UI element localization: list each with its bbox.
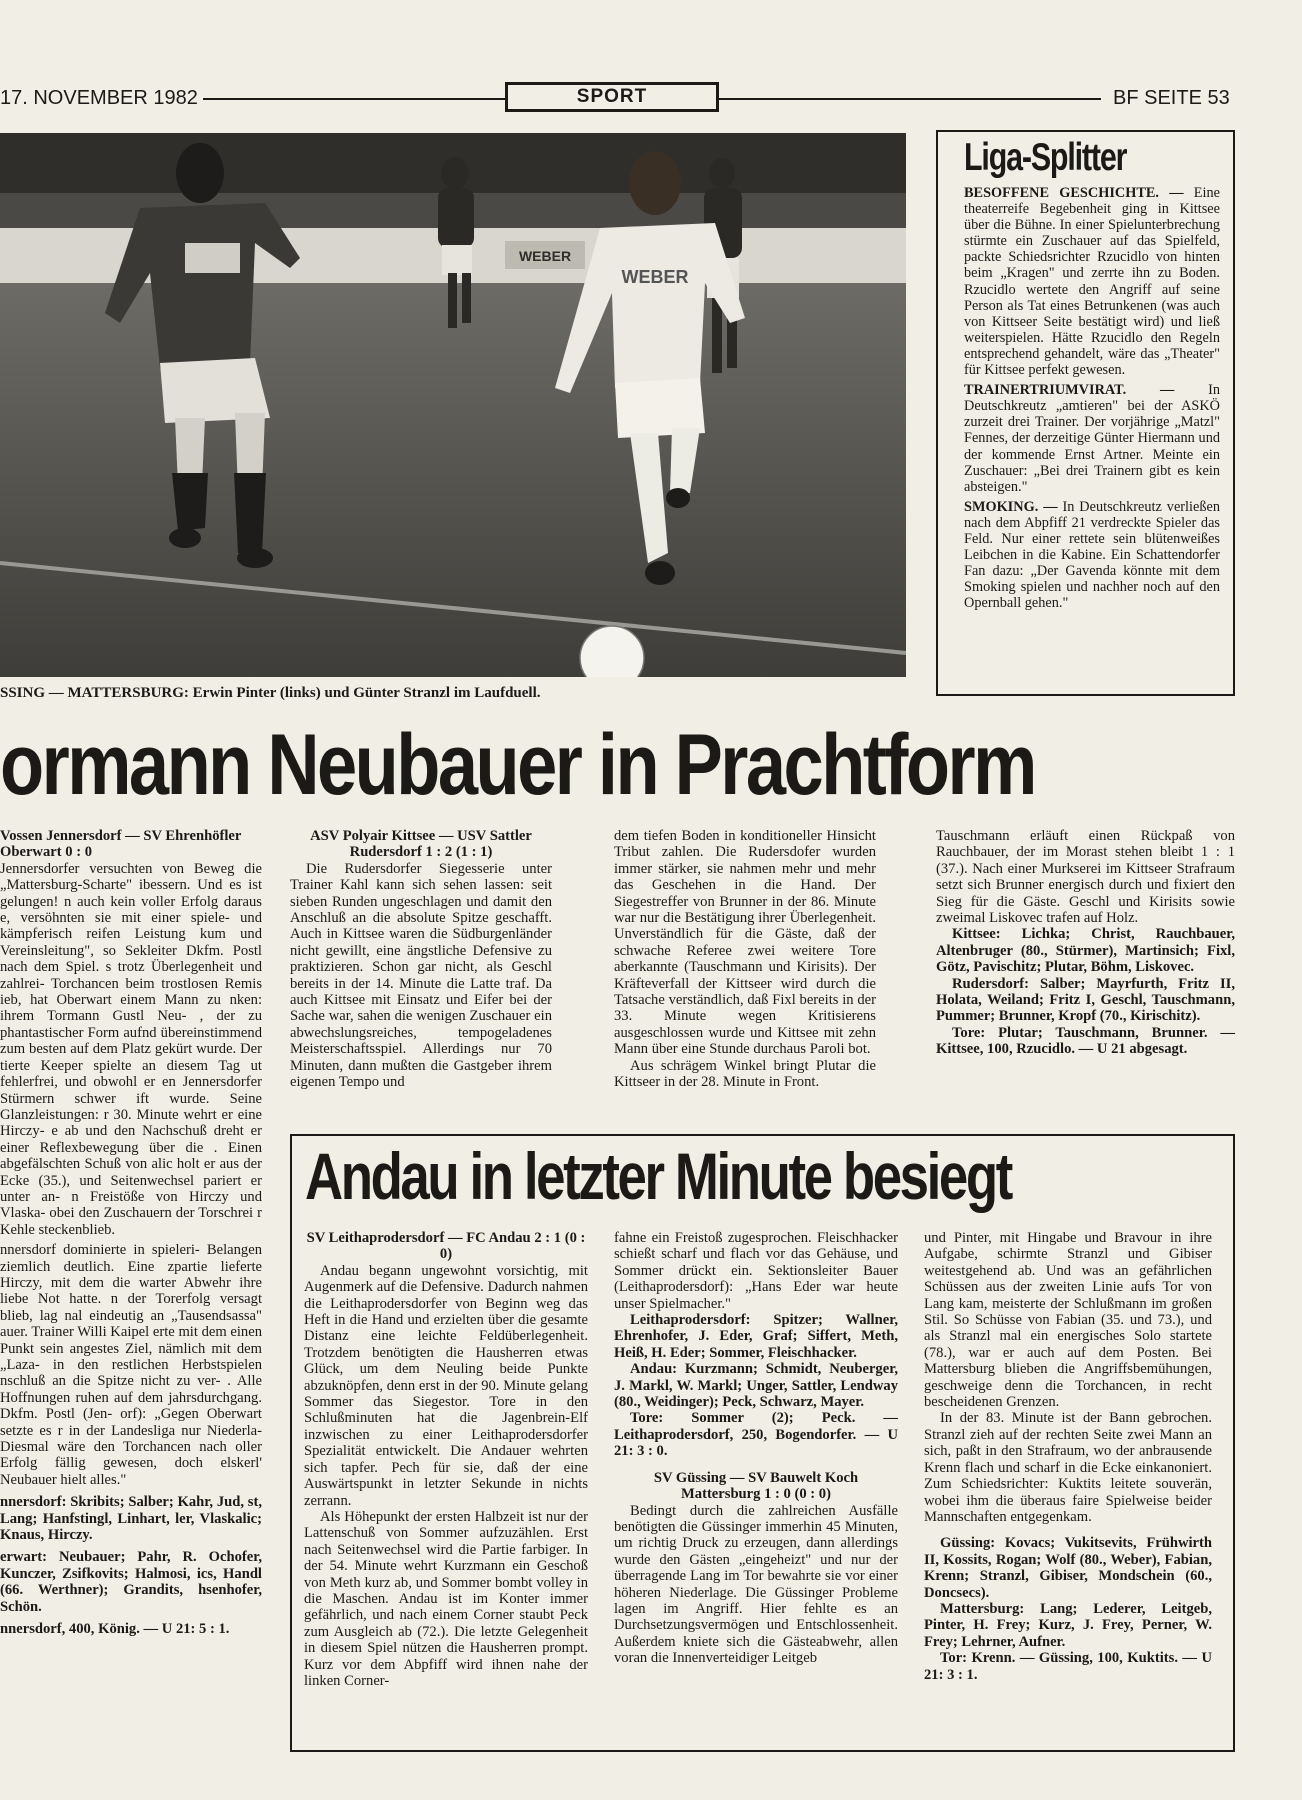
photo-caption: SSING — MATTERSBURG: Erwin Pinter (links) und Günter Stranzl im Laufduell. [0,685,541,701]
article2-column-2 [614,1230,898,1667]
article-paragraph: dem tiefen Boden in konditioneller Hinsicht Tribut zahlen. Die Rudersdofer wurden immer stärker, sie nahmen mehr und mehr das Geschehen in die Hand. Der Siegestreffer von Brunner in der 86. Minute war nur die Bestätigung ihrer Überlegenheit. Unverständlich für die Gäste, daß der schwache Referee zwei weitere Tore aberkannte (Tauschmann und Kirisits). Der Kräfteverfall der Kittseer wird durch die Tatsache verständlich, daß Fixl bereits in der 33. Minute wegen Kritisierens ausgeschlossen wurde und Kittsee mit zehn Mann über eine Stunde durchaus Paroli bot. [614,828,876,1058]
lineup-away: Mattersburg: Lang; Lederer, Leitgeb, Pinter, H. Frey; Kurz, J. Frey, Perner, W. Frey; Lehrner, Aufner. [924,1600,1212,1650]
match-result: Tore: Sommer (2); Peck. — Leithaprodersdorf, 250, Bogendorfer. — U 21: 3 : 0. [614,1410,898,1460]
article-paragraph: nnersdorf dominierte in spieleri- Belangen ziemlich deutlich. Eine zpartie lieferte Hirczy, mit dem die warter Abwehr ihre liebe Not hatte. n der Torerfolg versagt blieb, lag nal eindeutig an „Tausendsassa" auer. Trainer Willi Kaipel erte mit dem einen Punkt sein angestes Ziel, nämlich mit dem „Laza- in den restlichen Herbstspielen nschluß an die Spitze nicht zu ver- . Alle Hoffnungen ruhen auf dem jahrsdurchgang. Dkfm. Postl (Jen- orf): „Gegen Oberwart setzte es r in der Landesliga nur Niederla- Diesmal wäre den Torchancen nach oller Erfolg fällig gewesen, doch elskerl' Neubauer hielt alles." [0,1242,262,1488]
lineup-away: Andau: Kurzmann; Schmidt, Neuberger, J. Markl, W. Markl; Unger, Sattler, Lendway (80., Weidinger); Peck, Schwarz, Mayer. [614,1361,898,1411]
liga-item-text: In Deutschkreutz „amtieren" bei der ASKÖ zurzeit drei Trainer. Der vorjährige „Matzl" Fennes, der derzeitige Günter Hiermann und der kommende Ernst Artner. Meinte ein Zuschauer: „Bei drei Trainern gibt es kein absteigen." [964,382,1221,495]
article-paragraph: fahne ein Freistoß zugesprochen. Fleischhacker schießt scharf und flach vor das Gehäuse, und Sommer drückt ein. Sektionsleiter Bauer (Leithaprodersdorf): „Hans Eder war heute unser Spielmacher." [614,1230,898,1312]
liga-splitter-title: Liga-Splitter [964,136,1127,179]
banner-text: WEBER [518,248,572,264]
section-label: SPORT [505,82,719,112]
liga-item-text: In Deutschkreutz verließen nach dem Abpfiff 21 verdreckte Spieler das Feld. Nur einer rettete sein blütenweißes Leibchen in die Kabine. Ein Schattendorfer Fan dazu: „Der Gavenda könnte mit dem Smoking spielen und nachher noch auf den Opernball gehen." [964,498,1220,612]
match-result: Tor: Krenn. — Güssing, 100, Kuktits. — U 21: 3 : 1. [924,1650,1212,1683]
match-photo [0,133,906,677]
match-heading: Vossen Jennersdorf — SV Ehrenhöfler Oberwart 0 : 0 [0,828,242,861]
article1-column-4 [936,828,1235,1058]
article1-column-2 [290,828,552,1091]
article-paragraph: Als Höhepunkt der ersten Halbzeit ist nur der Lattenschuß von Sommer aufzuzählen. Erst nach Seitenwechsel wird die Partie farbiger. In der 54. Minute wehrt Kurzmann ein Geschoß von Meth kurz ab, und Sommer bombt volley in die Maschen. Andau ist im Konter immer gefährlich, und nach einem Corner staubt Peck zum Ausgleich ab (72.). Die letzte Gelegenheit in diesem Spiel nützen die Hausherren prompt. Kurz vor dem Abpfiff wird ihnen nahe der linken Corner- [304,1508,588,1689]
headline-main: ormann Neubauer in Prachtform [0,717,1035,813]
liga-item-head: BESOFFENE GESCHICHTE. — [964,185,1184,201]
article-paragraph: In der 83. Minute ist der Bann gebrochen. Stranzl zieh auf der rechten Seite zwei Mann an sich, paßt in den Strafraum, wo der anbrausende Krenn flach und scharf in die Ecke einkanoniert. Zum Schiedsrichter: Kuktits leitete souverän, wobei ihm die überaus faire Spielweise beider Mannschaften entgegenkam. [924,1410,1212,1525]
article2-column-3 [924,1230,1212,1683]
lineup-away: erwart: Neubauer; Pahr, R. Ochofer, Kunczer, Zsifkovits; Halmosi, ics, Handl (66. Werthner); Grandits, hsenhofer, Schön. [0,1549,262,1615]
match-heading: SV Güssing — SV Bauwelt Koch Mattersburg 1 : 0 (0 : 0) [653,1469,859,1503]
article-paragraph: Bedingt durch die zahlreichen Ausfälle benötigten die Güssinger immerhin 45 Minuten, um richtig Druck zu erzeugen, dann allerdings wurde den Gästen „eingeheizt" und nur der überragende Lang im Tor bewahrte sie vor einer höheren Niederlage. Die Güssinger Probleme lagen im Angriff. Hier fehlte es an Durchsetzungsvermögen und Entschlossenheit. Außerdem kniete sich die Gästeabwehr, allen voran die Innenverteidiger Leitgeb [614,1502,898,1667]
liga-item-text: Eine theaterreife Begebenheit ging in Kittsee über die Bühne. In einer Spielunterbrechung stürmte ein Zuschauer auf das Spielfeld, packte Schiedsrichter Rzucidlo von hinten beim „Kragen" und zerrte ihn zu Boden. Rzucidlo wertete den Angriff auf seine Person als Tat eines Betrunkenen (was auch von Kittseer Seite bestätigt wird) und ließ weiterspielen. Hätte Rzucidlo den Regeln entsprechend gehandelt, wäre das „Theater" für Kittsee perfekt gewesen. [964,185,1220,379]
lineup-home: Kittsee: Lichka; Christ, Rauchbauer, Altenbruger (80., Stürmer), Martinsich; Fixl, Götz, Pavischitz; Plutar, Böhm, Liskovec. [936,926,1235,976]
header-rule-right [719,98,1101,100]
lineup-away: Rudersdorf: Salber; Mayrfurth, Fritz II, Holata, Weiland; Fritz I, Geschl, Tauschmann, Pummer; Brunner, Kropf (70., Kirischitz). [936,975,1235,1025]
article-paragraph: Tauschmann erläuft einen Rückpaß von Rauchbauer, der im Morast stehen bleibt 1 : 1 (37.). Nach einer Murkserei im Kittseer Strafraum setzt sich Brunner energisch durch und fixiert den Sieg für die Gäste. Geschl und Kirisits sowie zweimal Liskovec trafen auf Holz. [936,828,1235,927]
lineup-home: Güssing: Kovacs; Vukitsevits, Frühwirth II, Kossits, Rogan; Wolf (80., Weber), Fabian, Krenn; Stranzl, Gibiser, Mondschein (60., Doncsecs). [924,1535,1212,1601]
liga-item-head: TRAINERTRIUMVIRAT. — [964,382,1175,399]
page-number: BF SEITE 53 [1113,87,1230,109]
match-heading: SV Leithaprodersdorf — FC Andau 2 : 1 (0 : 0) [306,1230,586,1263]
match-result: nnersdorf, 400, König. — U 21: 5 : 1. [0,1621,230,1638]
match-result: Tore: Plutar; Tauschmann, Brunner. — Kittsee, 100, Rzucidlo. — U 21 abgesagt. [936,1024,1235,1058]
headline-secondary: Andau in letzter Minute besiegt [305,1139,1011,1213]
liga-item-head: SMOKING. — [964,498,1058,515]
article-paragraph: Andau begann ungewohnt vorsichtig, mit Augenmerk auf die Defensive. Dadurch nahmen die Leithaprodersdorfer von Beginn weg das Heft in die Hand und erzielten über die gesamte Distanz eine leichte Feldüberlegenheit. Trotzdem benötigten die Hausherren etwas Glück, um dem Neuling beide Punkte abzuknöpfen, denn erst in der 90. Minute gelang Sommer das Siegestor. Tore in den Schlußminuten hat die Jagenbrein-Elf inzwischen zu einer Leithaprodersdorfer Spezialität entwickelt. Die Andauer wehrten sich tapfer. Pech für sie, daß der eine Auswärtspunkt in letzter Sekunde in nichts zerrann. [304,1262,588,1509]
issue-date: 17. NOVEMBER 1982 [0,87,198,109]
lineup-home: nnersdorf: Skribits; Salber; Kahr, Jud, st, Lang; Hanfstingl, Linhart, ler, Vlaskalic; Knaus, Hirczy. [0,1494,262,1544]
article-paragraph: Jennersdorfer versuchten von Beweg die „Mattersburg-Scharte" ibessern. Und es ist gelungen! n auch kein voller Erfolg daraus e, versöhnten sie mit einer spiele- und kämpferisch reifen Leistung kum und Vereinsleitung", so Sekleiter Dkfm. Postl nach dem Spiel. s trotz Überlegenheit und zahlrei- Torchancen beim trostlosen Remis ieb, hat Oberwart einem Mann zu nken: ihrem Tormann Gustl Neu- , der zu phantastischer Form aufnd übereinstimmend zum besten auf dem Platz gekürt wurde. Der tierte Keeper spielte an diesem Tag ut fehlerfrei, und obwohl er en Jennersdorfer Stürmern schwer ift wurde. Seine Glanzleistungen: r 30. Minute wehrt er eine Hirczy- e ab und den Nachschuß dreht er einer Reflexbewegung über die . Einen abgefälschten Schuß von alic holt er aus der Ecke (35.), und Seitenwechsel pariert er unter an- n Freistöße von Hirczy und Vlaska- obei den Zuschauern der Torschrei r Kehle steckenblieb. [0,860,262,1238]
article-paragraph: und Pinter, mit Hingabe und Bravour in ihre Aufgabe, schirmte Stranzl und Gibiser weitestgehend ab. Und was an gefährlichen Schüssen aus der zweiten Linie aufs Tor von Lang kam, meisterte der Schlußmann im großen Stil. So Schüsse von Fabian (35. und 73.), und als Stranzl mal ein energisches Solo startete (78.), war er auch auf dem Posten. Bei Mattersburg blieben die Angriffsbemühungen, geschweige denn die Torchancen, in recht bescheidenen Grenzen. [924,1230,1212,1411]
match-heading: ASV Polyair Kittsee — USV Sattler Rudersdorf 1 : 2 (1 : 1) [310,828,532,861]
liga-splitter-text [964,185,1220,611]
article1-column-3 [614,828,876,1091]
article2-column-1 [304,1230,588,1689]
article1-column-1 [0,828,262,1638]
lineup-home: Leithaprodersdorf: Spitzer; Wallner, Ehrenhofer, J. Eder, Graf; Siffert, Meth, Heiß, H. Eder; Sommer, Fleischhacker. [614,1312,898,1361]
article-paragraph: Die Rudersdorfer Siegesserie unter Trainer Kahl kann sich sehen lassen: seit sieben Runden ungeschlagen und damit den Anschluß an die absolute Spitze geschafft. Auch in Kittsee waren die Südburgenländer nicht gewillt, eine ängstliche Defensive zu praktizieren. Schon gar nicht, als Geschl bereits in der 14. Minute die Latte traf. Da auch Kittsee mit Einsatz und Eifer bei der Sache war, sahen die wenigen Zuschauer ein abwechslungsreiches, tempogeladenes Meisterschaftsspiel. Allerdings nur 70 Minuten, dann mußten die Gastgeber ihrem eigenen Tempo und [290,860,552,1091]
article-paragraph: Aus schrägem Winkel bringt Plutar die Kittseer in der 28. Minute in Front. [614,1057,876,1091]
header-rule-left [203,98,505,100]
liga-splitter-box [936,130,1235,696]
jersey-text: WEBER [621,267,689,287]
